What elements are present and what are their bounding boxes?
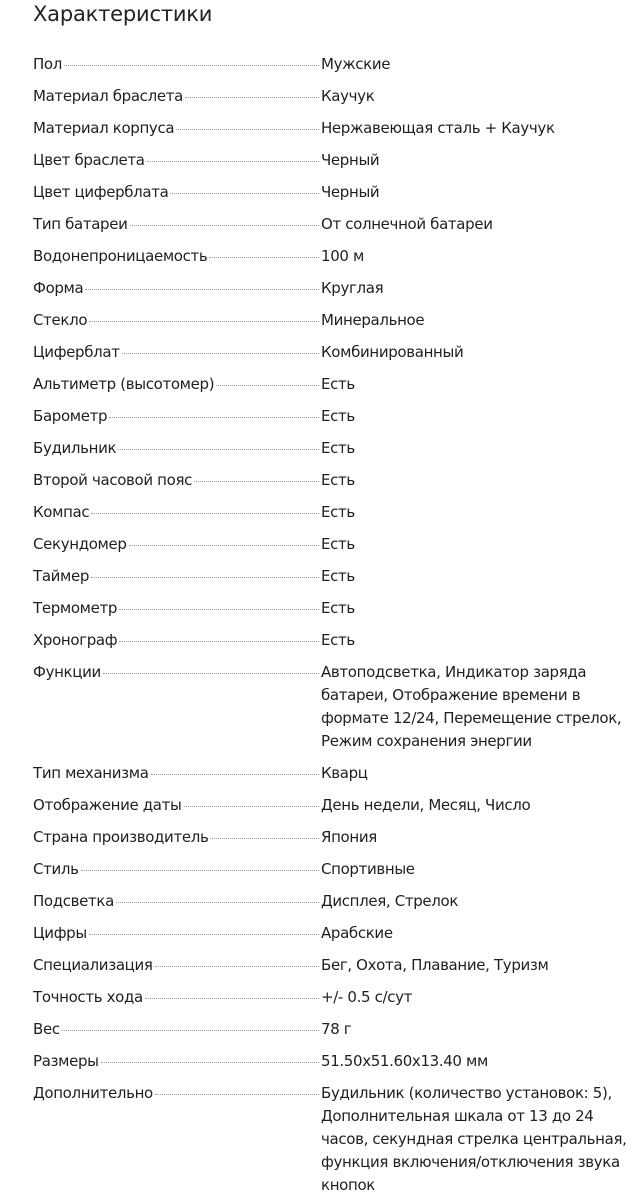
spec-label: Секундомер [33,535,127,553]
spec-label-cell [33,986,321,1009]
spec-row [33,565,633,588]
spec-row [33,245,633,268]
spec-label-cell [33,53,321,76]
spec-value: Круглая [321,279,384,297]
page-title: Характеристики [33,2,213,26]
dotted-leader [209,256,319,258]
spec-row [33,533,633,556]
spec-label: Второй часовой пояс [33,471,193,489]
spec-label-cell [33,794,321,817]
spec-row [33,85,633,108]
spec-row [33,986,633,1009]
spec-label-cell [33,890,321,913]
dotted-leader [109,416,319,418]
spec-label-cell [33,533,321,556]
spec-value: Есть [321,439,355,457]
spec-value: 78 г [321,1020,352,1038]
spec-label: Циферблат [33,343,120,361]
spec-row [33,53,633,76]
dotted-leader [81,869,319,871]
spec-label-cell [33,826,321,849]
dotted-leader [194,480,319,482]
spec-label: Цвет циферблата [33,183,169,201]
dotted-leader [118,448,319,450]
dotted-leader [103,672,319,674]
spec-label: Цвет браслета [33,151,145,169]
spec-label: Стиль [33,860,79,878]
dotted-leader [147,160,319,162]
spec-label: Дополнительно [33,1084,153,1102]
spec-label-cell [33,309,321,332]
spec-label: Материал корпуса [33,119,175,137]
spec-row [33,117,633,140]
spec-label-cell [33,277,321,300]
spec-value: Есть [321,375,355,393]
spec-label: Форма [33,279,84,297]
spec-label: Страна производитель [33,828,209,846]
spec-value: Кварц [321,764,368,782]
spec-row [33,1082,633,1197]
dotted-leader [64,64,319,66]
dotted-leader [91,576,319,578]
spec-value: Черный [321,151,380,169]
spec-row [33,437,633,460]
spec-label-cell [33,1082,321,1105]
dotted-leader [185,96,319,98]
spec-value: Нержавеющая сталь + Каучук [321,119,555,137]
spec-value: Есть [321,631,355,649]
spec-label-cell [33,469,321,492]
dotted-leader [170,192,319,194]
spec-value: Минеральное [321,311,425,329]
spec-row [33,373,633,396]
spec-value: Есть [321,503,355,521]
spec-label-cell [33,501,321,524]
spec-label: Пол [33,55,62,73]
spec-label-cell [33,341,321,364]
spec-label: Альтиметр (высотомер) [33,375,215,393]
dotted-leader [129,544,319,546]
spec-row [33,762,633,785]
spec-label-cell [33,954,321,977]
spec-value: Есть [321,471,355,489]
spec-value: Есть [321,599,355,617]
spec-label-cell [33,858,321,881]
spec-label: Стекло [33,311,88,329]
spec-row [33,1050,633,1073]
spec-row [33,922,633,945]
spec-label-cell [33,117,321,140]
dotted-leader [89,320,319,322]
spec-label-cell [33,437,321,460]
spec-row [33,341,633,364]
spec-label: Хронограф [33,631,118,649]
spec-row [33,794,633,817]
spec-row [33,629,633,652]
spec-label: Водонепроницаемость [33,247,208,265]
spec-row [33,181,633,204]
spec-row [33,826,633,849]
dotted-leader [216,384,319,386]
spec-value: Дисплея, Стрелок [321,892,459,910]
spec-value: Каучук [321,87,375,105]
spec-label-cell [33,213,321,236]
spec-label: Точность хода [33,988,143,1006]
spec-row [33,149,633,172]
spec-value: Есть [321,407,355,425]
spec-label-cell [33,565,321,588]
spec-label-cell [33,373,321,396]
dotted-leader [119,608,319,610]
spec-value: Япония [321,828,377,846]
dotted-leader [130,224,319,226]
spec-label: Материал браслета [33,87,183,105]
spec-label-cell [33,245,321,268]
spec-label-cell [33,149,321,172]
spec-label: Барометр [33,407,108,425]
spec-value: Мужские [321,55,391,73]
dotted-leader [116,901,319,903]
spec-row [33,661,633,753]
spec-label-cell [33,85,321,108]
dotted-leader [155,1093,319,1095]
spec-value: Будильник (количество установок: 5), Дополнительная шкала от 13 до 24 часов, секундная стрелка центральная, функция включения/отключения звука кнопок [321,1084,627,1194]
spec-row [33,858,633,881]
spec-label: Вес [33,1020,60,1038]
dotted-leader [122,352,319,354]
spec-value: +/- 0.5 с/сут [321,988,413,1006]
specs-list [33,53,633,1197]
spec-label-cell [33,597,321,620]
spec-row [33,890,633,913]
spec-value: Автоподсветка, Индикатор заряда батареи, Отображение времени в формате 12/24, Перемещение стрелок, Режим сохранения энергии [321,663,622,750]
spec-label-cell [33,762,321,785]
spec-row [33,597,633,620]
spec-value: Черный [321,183,380,201]
spec-label-cell [33,1050,321,1073]
dotted-leader [89,933,319,935]
spec-row [33,309,633,332]
spec-label: Размеры [33,1052,99,1070]
dotted-leader [155,965,319,967]
spec-label-cell [33,661,321,684]
spec-label: Цифры [33,924,87,942]
spec-row [33,277,633,300]
dotted-leader [176,128,319,130]
spec-value: 51.50x51.60x13.40 мм [321,1052,488,1070]
dotted-leader [91,512,319,514]
spec-row [33,954,633,977]
spec-row [33,405,633,428]
spec-label: Таймер [33,567,90,585]
spec-label: Компас [33,503,90,521]
spec-row [33,501,633,524]
dotted-leader [145,997,319,999]
dotted-leader [184,805,319,807]
spec-value: Спортивные [321,860,415,878]
spec-label-cell [33,405,321,428]
spec-row [33,469,633,492]
spec-label-cell [33,1018,321,1041]
dotted-leader [85,288,319,290]
dotted-leader [119,640,319,642]
spec-label: Подсветка [33,892,114,910]
spec-value: 100 м [321,247,364,265]
spec-value: Комбинированный [321,343,464,361]
spec-label-cell [33,181,321,204]
spec-label: Будильник [33,439,117,457]
spec-label: Тип механизма [33,764,149,782]
dotted-leader [62,1029,319,1031]
spec-value: Арабские [321,924,393,942]
spec-label-cell [33,922,321,945]
dotted-leader [151,773,319,775]
spec-label: Функции [33,663,101,681]
spec-label: Специализация [33,956,153,974]
dotted-leader [101,1061,319,1063]
spec-row [33,213,633,236]
spec-label: Тип батареи [33,215,128,233]
spec-value: Бег, Охота, Плавание, Туризм [321,956,549,974]
spec-value: От солнечной батареи [321,215,493,233]
spec-label-cell [33,629,321,652]
dotted-leader [210,837,319,839]
spec-value: День недели, Месяц, Число [321,796,531,814]
spec-label: Термометр [33,599,118,617]
spec-row [33,1018,633,1041]
spec-label: Отображение даты [33,796,182,814]
spec-value: Есть [321,567,355,585]
spec-value: Есть [321,535,355,553]
